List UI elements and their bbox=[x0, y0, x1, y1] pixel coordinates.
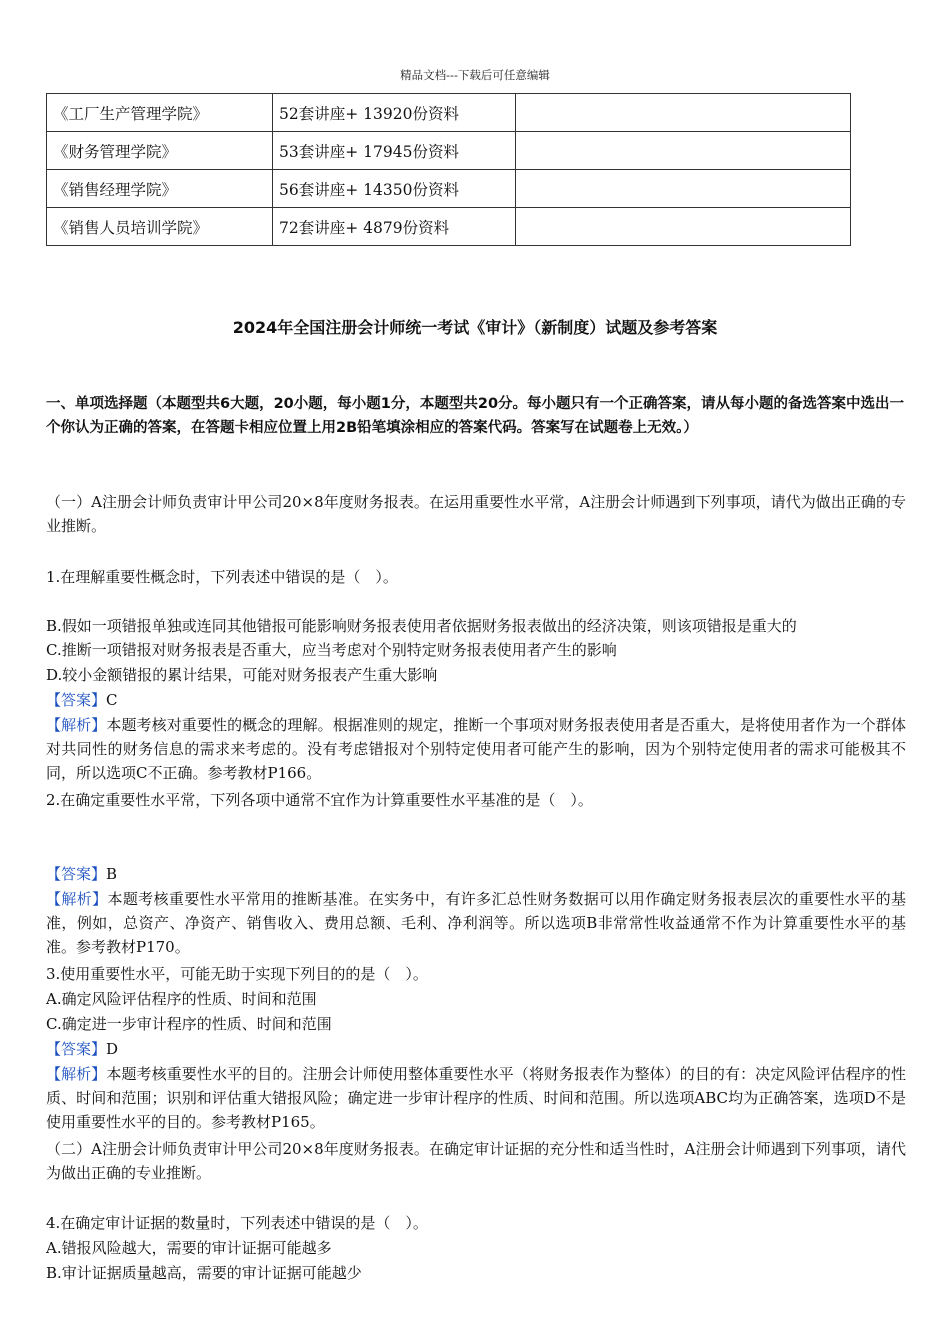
table-cell: 72套讲座+ 4879份资料 bbox=[273, 208, 516, 246]
table-cell bbox=[516, 94, 851, 132]
q1-option-d: D.较小金额错报的累计结果，可能对财务报表产生重大影响 bbox=[46, 666, 438, 684]
q2-analysis bbox=[46, 887, 906, 959]
table-row bbox=[47, 208, 851, 246]
analysis-text: 本题考核重要性水平常用的推断基准。在实务中，有许多汇总性财务数据可以用作确定财务报表层次的重要性水平的基准，例如，总资产、净资产、销售收入、费用总额、毛利、净利润等。所以选项B非常常性收益通常不作为计算重要性水平的基准。参考教材P170。 bbox=[46, 890, 906, 956]
q1-option-b: B.假如一项错报单独或连同其他错报可能影响财务报表使用者依据财务报表做出的经济决策，则该项错报是重大的 bbox=[46, 617, 797, 635]
intro-paragraph-2: （二）A注册会计师负责审计甲公司20×8年度财务报表。在确定审计证据的充分性和适当性时，A注册会计师遇到下列事项，请代为做出正确的专业推断。 bbox=[46, 1140, 906, 1182]
answer-tag: 【答案】 bbox=[46, 1040, 107, 1058]
q3-analysis bbox=[46, 1062, 906, 1134]
table-cell: 《工厂生产管理学院》 bbox=[47, 94, 273, 132]
answer-value: B bbox=[106, 865, 118, 883]
table-cell bbox=[516, 170, 851, 208]
document-title: 2024年全国注册会计师统一考试《审计》（新制度）试题及参考答案 bbox=[232, 318, 718, 337]
intro-paragraph-1: （一）A注册会计师负责审计甲公司20×8年度财务报表。在运用重要性水平常，A注册会计师遇到下列事项，请代为做出正确的专业推断。 bbox=[46, 493, 906, 535]
q3-option-c: C.确定进一步审计程序的性质、时间和范围 bbox=[46, 1015, 332, 1033]
q1-stem: 1.在理解重要性概念时，下列表述中错误的是（ ）。 bbox=[46, 568, 398, 586]
q4-stem: 4.在确定审计证据的数量时，下列表述中错误的是（ ）。 bbox=[46, 1214, 428, 1232]
table-cell: 52套讲座+ 13920份资料 bbox=[273, 94, 516, 132]
q4-option-b: B.审计证据质量越高，需要的审计证据可能越少 bbox=[46, 1264, 362, 1282]
q3-stem: 3.使用重要性水平，可能无助于实现下列目的的是（ ）。 bbox=[46, 965, 428, 983]
table-row bbox=[47, 94, 851, 132]
q3-answer bbox=[46, 1037, 906, 1061]
resource-table bbox=[46, 93, 851, 246]
analysis-tag: 【解析】 bbox=[46, 890, 108, 908]
q2-answer bbox=[46, 862, 906, 886]
q1-analysis bbox=[46, 713, 906, 785]
q2-stem: 2.在确定重要性水平常，下列各项中通常不宜作为计算重要性水平基准的是（ ）。 bbox=[46, 791, 593, 809]
q1-answer bbox=[46, 688, 906, 712]
table-row bbox=[47, 170, 851, 208]
answer-tag: 【答案】 bbox=[46, 691, 107, 709]
analysis-text: 本题考核对重要性的概念的理解。根据准则的规定，推断一个事项对财务报表使用者是否重大，是将使用者作为一个群体对共同性的财务信息的需求来考虑的。没有考虑错报对个别特定使用者可能产生的影响，因为个别特定使用者的需求可能极其不同，所以选项C不正确。参考教材P166。 bbox=[46, 716, 906, 782]
q1-option-c: C.推断一项错报对财务报表是否重大，应当考虑对个别特定财务报表使用者产生的影响 bbox=[46, 641, 617, 659]
analysis-text: 本题考核重要性水平的目的。注册会计师使用整体重要性水平（将财务报表作为整体）的目的有：决定风险评估程序的性质、时间和范围；识别和评估重大错报风险；确定进一步审计程序的性质、时间和范围。所以选项ABC均为正确答案，选项D不是使用重要性水平的目的。参考教材P165。 bbox=[46, 1065, 906, 1131]
answer-tag: 【答案】 bbox=[46, 865, 107, 883]
page-header: 精品文档---下载后可任意编辑 bbox=[400, 68, 550, 82]
table-cell: 《销售经理学院》 bbox=[47, 170, 273, 208]
q4-option-a: A.错报风险越大，需要的审计证据可能越多 bbox=[46, 1239, 332, 1257]
table-row bbox=[47, 132, 851, 170]
answer-value: D bbox=[106, 1040, 119, 1058]
q3-option-a: A.确定风险评估程序的性质、时间和范围 bbox=[46, 990, 317, 1008]
table-cell bbox=[516, 132, 851, 170]
table-cell bbox=[516, 208, 851, 246]
analysis-tag: 【解析】 bbox=[46, 1065, 107, 1083]
section-heading: 一、单项选择题（本题型共6大题，20小题，每小题1分，本题型共20分。每小题只有一个正确答案，请从每小题的备选答案中选出一个你认为正确的答案，在答题卡相应位置上用2B铅笔填涂相应的答案代码。答案写在试题卷上无效。） bbox=[46, 396, 905, 436]
table-cell: 56套讲座+ 14350份资料 bbox=[273, 170, 516, 208]
analysis-tag: 【解析】 bbox=[46, 716, 107, 734]
table-cell: 《销售人员培训学院》 bbox=[47, 208, 273, 246]
table-cell: 53套讲座+ 17945份资料 bbox=[273, 132, 516, 170]
table-cell: 《财务管理学院》 bbox=[47, 132, 273, 170]
answer-value: C bbox=[106, 691, 118, 709]
